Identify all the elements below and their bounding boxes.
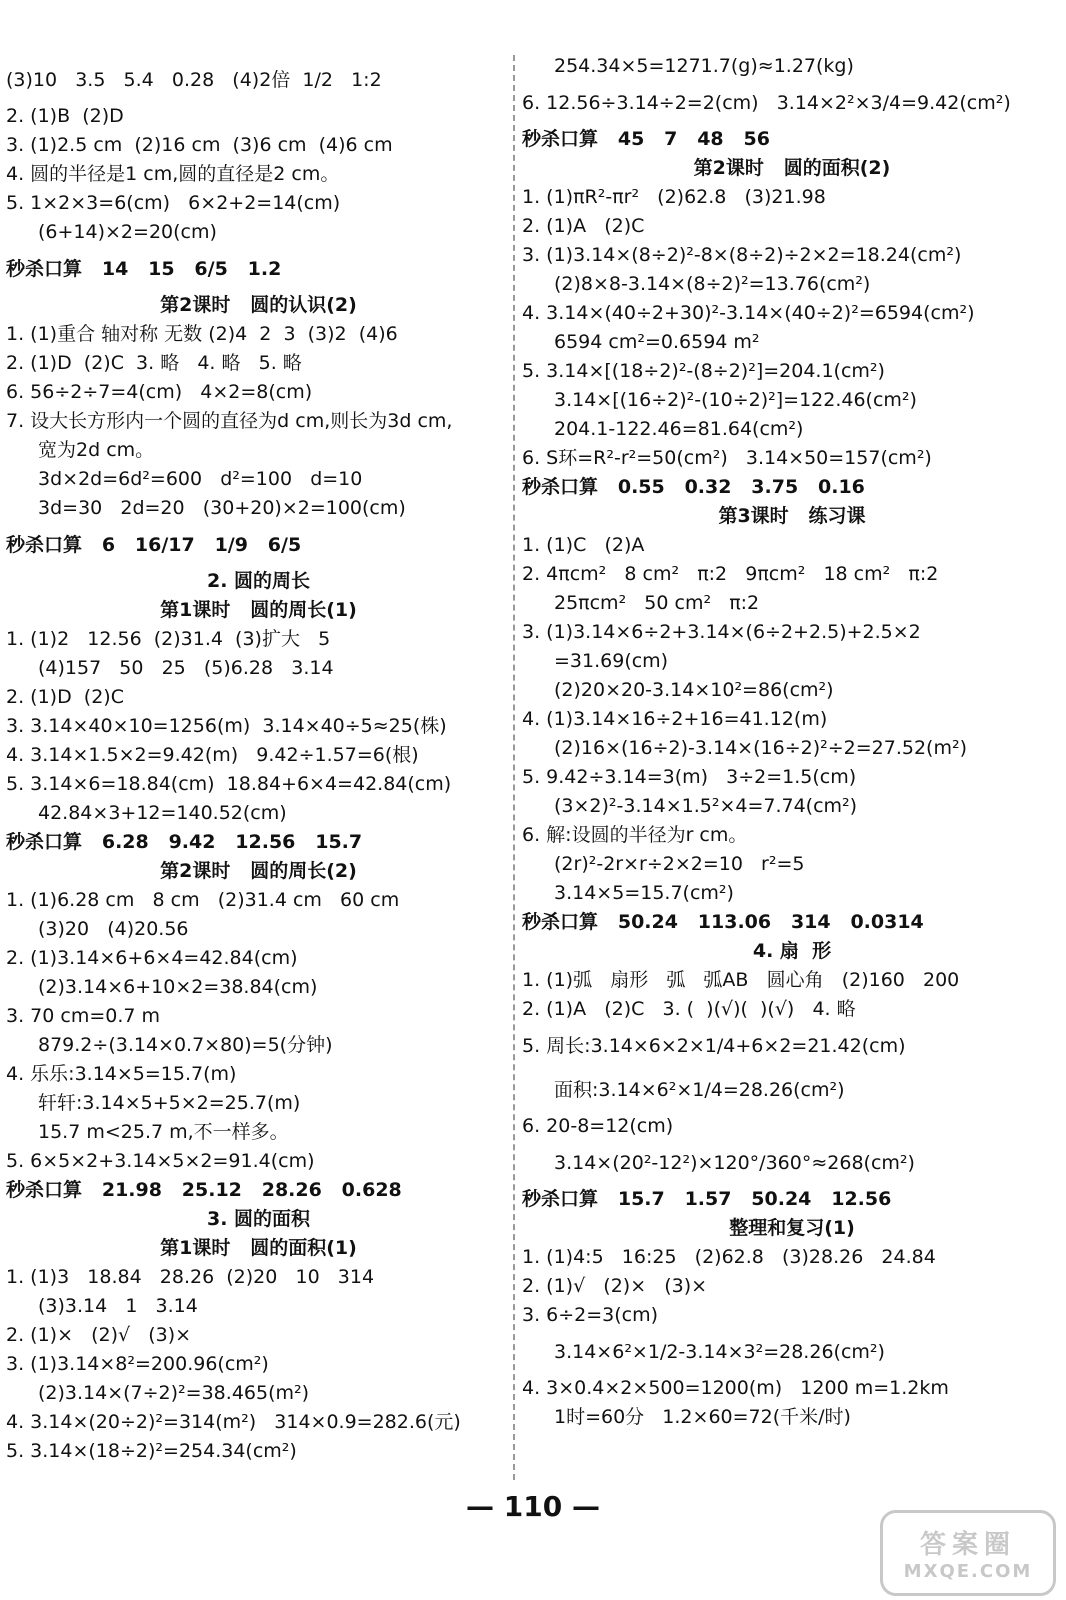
answer-line: 6. 20-8=12(cm) xyxy=(522,1115,674,1137)
answer-line: 2. (1)D (2)C 3. 略 4. 略 5. 略 xyxy=(6,352,302,374)
column-divider xyxy=(513,55,515,1480)
answer-line: 2. (1)A (2)C xyxy=(522,215,645,237)
answer-line: 2. (1)A (2)C 3. ( )(√)( )(√) 4. 略 xyxy=(522,998,856,1020)
answer-line: 3.14×(20²-12²)×120°/360°≈268(cm²) xyxy=(554,1152,915,1174)
answer-line: 5. 6×5×2+3.14×5×2=91.4(cm) xyxy=(6,1150,315,1172)
quick-calc-line: 秒杀口算 45 7 48 56 xyxy=(522,128,770,150)
answer-line: 2. (1)D (2)C xyxy=(6,686,124,708)
answer-line: 5. 3.14×[(18÷2)²-(8÷2)²]=204.1(cm²) xyxy=(522,360,885,382)
answer-line: 4. 3.14×(20÷2)²=314(m²) 314×0.9=282.6(元) xyxy=(6,1411,461,1433)
answer-line: 5. 周长:3.14×6×2×1/4+6×2=21.42(cm) xyxy=(522,1035,906,1057)
answer-line: 4. 3×0.4×2×500=1200(m) 1200 m=1.2km xyxy=(522,1377,949,1399)
answer-line: 5. 3.14×(18÷2)²=254.34(cm²) xyxy=(6,1440,297,1462)
answer-line: =31.69(cm) xyxy=(554,650,669,672)
answer-line: 3. 3.14×40×10=1256(m) 3.14×40÷5≈25(株) xyxy=(6,715,447,737)
answer-line: 6594 cm²=0.6594 m² xyxy=(554,331,760,353)
answer-line: 6. 12.56÷3.14÷2=2(cm) 3.14×2²×3/4=9.42(cm²) xyxy=(522,92,1011,114)
answer-line: 轩轩:3.14×5+5×2=25.7(m) xyxy=(38,1092,301,1114)
answer-line: 3. (1)3.14×(8÷2)²-8×(8÷2)÷2×2=18.24(cm²) xyxy=(522,244,962,266)
quick-calc-line: 秒杀口算 50.24 113.06 314 0.0314 xyxy=(522,911,924,933)
answer-line: 5. 1×2×3=6(cm) 6×2+2=14(cm) xyxy=(6,192,341,214)
section-heading: 第2课时 圆的面积(2) xyxy=(693,157,891,179)
answer-line: 2. (1)√ (2)× (3)× xyxy=(522,1275,708,1297)
answer-line: 4. 乐乐:3.14×5=15.7(m) xyxy=(6,1063,237,1085)
answer-line: 3d=30 2d=20 (30+20)×2=100(cm) xyxy=(38,497,406,519)
answer-line: 3.14×5=15.7(cm²) xyxy=(554,882,734,904)
answer-line: 3. (1)3.14×6÷2+3.14×(6÷2+2.5)+2.5×2 xyxy=(522,621,921,643)
page-number: — 110 — xyxy=(466,1490,600,1523)
answer-line: (2)8×8-3.14×(8÷2)²=13.76(cm²) xyxy=(554,273,871,295)
answer-line: 1. (1)C (2)A xyxy=(522,534,645,556)
watermark-top-text: 答案圈 xyxy=(919,1530,1016,1560)
answer-line: 254.34×5=1271.7(g)≈1.27(kg) xyxy=(554,55,854,77)
answer-line: 1. (1)弧 扇形 弧 弧AB 圆心角 (2)160 200 xyxy=(522,969,960,991)
answer-line: 1. (1)4:5 16:25 (2)62.8 (3)28.26 24.84 xyxy=(522,1246,936,1268)
answer-line: 面积:3.14×6²×1/4=28.26(cm²) xyxy=(554,1079,845,1101)
section-heading: 第1课时 圆的周长(1) xyxy=(160,599,357,621)
watermark-site-text: MXQE.COM xyxy=(903,1561,1033,1582)
answer-line: 3d×2d=6d²=600 d²=100 d=10 xyxy=(38,468,363,490)
answer-line: 4. 圆的半径是1 cm,圆的直径是2 cm。 xyxy=(6,163,340,185)
answer-line: 2. (1)× (2)√ (3)× xyxy=(6,1324,192,1346)
section-heading: 2. 圆的周长 xyxy=(206,570,311,592)
quick-calc-line: 秒杀口算 6.28 9.42 12.56 15.7 xyxy=(6,831,363,853)
answer-line: 6. 56÷2÷7=4(cm) 4×2=8(cm) xyxy=(6,381,313,403)
answer-line: (2)3.14×6+10×2=38.84(cm) xyxy=(38,976,318,998)
answer-line: 204.1-122.46=81.64(cm²) xyxy=(554,418,804,440)
answer-line: 5. 9.42÷3.14=3(m) 3÷2=1.5(cm) xyxy=(522,766,857,788)
section-heading: 第3课时 练习课 xyxy=(718,505,866,527)
answer-line: (2)20×20-3.14×10²=86(cm²) xyxy=(554,679,834,701)
answer-line: 宽为2d cm。 xyxy=(38,439,155,461)
answer-line: 1时=60分 1.2×60=72(千米/时) xyxy=(554,1406,851,1428)
section-heading: 第2课时 圆的周长(2) xyxy=(160,860,357,882)
watermark-logo xyxy=(880,1510,1056,1596)
answer-line: 3. 70 cm=0.7 m xyxy=(6,1005,161,1027)
quick-calc-line: 秒杀口算 15.7 1.57 50.24 12.56 xyxy=(522,1188,892,1210)
section-heading: 4. 扇 形 xyxy=(752,940,832,962)
answer-line: (2r)²-2r×r÷2×2=10 r²=5 xyxy=(554,853,805,875)
answer-line: 2. (1)B (2)D xyxy=(6,105,124,127)
answer-line: 1. (1)πR²-πr² (2)62.8 (3)21.98 xyxy=(522,186,826,208)
answer-line: 42.84×3+12=140.52(cm) xyxy=(38,802,287,824)
section-heading: 第1课时 圆的面积(1) xyxy=(160,1237,357,1259)
section-heading: 整理和复习(1) xyxy=(729,1217,855,1239)
quick-calc-line: 秒杀口算 0.55 0.32 3.75 0.16 xyxy=(522,476,865,498)
answer-line: (4)157 50 25 (5)6.28 3.14 xyxy=(38,657,334,679)
quick-calc-line: 秒杀口算 14 15 6/5 1.2 xyxy=(6,258,282,280)
answer-line: (3)3.14 1 3.14 xyxy=(38,1295,198,1317)
quick-calc-line: 秒杀口算 6 16/17 1/9 6/5 xyxy=(6,534,302,556)
answer-line: (3)10 3.5 5.4 0.28 (4)2倍 1/2 1:2 xyxy=(6,69,382,91)
answer-line: 879.2÷(3.14×0.7×80)=5(分钟) xyxy=(38,1034,333,1056)
answer-line: 2. 4πcm² 8 cm² π:2 9πcm² 18 cm² π:2 xyxy=(522,563,939,585)
answer-line: 4. 3.14×(40÷2+30)²-3.14×(40÷2)²=6594(cm²) xyxy=(522,302,975,324)
answer-line: 1. (1)3 18.84 28.26 (2)20 10 314 xyxy=(6,1266,375,1288)
answer-line: 4. (1)3.14×16÷2+16=41.12(m) xyxy=(522,708,828,730)
answer-line: 3. (1)2.5 cm (2)16 cm (3)6 cm (4)6 cm xyxy=(6,134,393,156)
answer-line: (3×2)²-3.14×1.5²×4=7.74(cm²) xyxy=(554,795,858,817)
answer-line: (6+14)×2=20(cm) xyxy=(38,221,217,243)
answer-line: 4. 3.14×1.5×2=9.42(m) 9.42÷1.57=6(根) xyxy=(6,744,419,766)
answer-line: 1. (1)重合 轴对称 无数 (2)4 2 3 (3)2 (4)6 xyxy=(6,323,398,345)
section-heading: 第2课时 圆的认识(2) xyxy=(160,294,357,316)
answer-line: 6. 解:设圆的半径为r cm。 xyxy=(522,824,748,846)
quick-calc-line: 秒杀口算 21.98 25.12 28.26 0.628 xyxy=(6,1179,402,1201)
answer-line: 2. (1)3.14×6+6×4=42.84(cm) xyxy=(6,947,298,969)
answer-line: 3. (1)3.14×8²=200.96(cm²) xyxy=(6,1353,269,1375)
answer-line: (2)16×(16÷2)-3.14×(16÷2)²÷2=27.52(m²) xyxy=(554,737,967,759)
answer-line: 1. (1)6.28 cm 8 cm (2)31.4 cm 60 cm xyxy=(6,889,400,911)
answer-line: (3)20 (4)20.56 xyxy=(38,918,189,940)
section-heading: 3. 圆的面积 xyxy=(206,1208,311,1230)
answer-line: 5. 3.14×6=18.84(cm) 18.84+6×4=42.84(cm) xyxy=(6,773,452,795)
answer-line: 1. (1)2 12.56 (2)31.4 (3)扩大 5 xyxy=(6,628,331,650)
answer-line: 7. 设大长方形内一个圆的直径为d cm,则长为3d cm, xyxy=(6,410,453,432)
answer-line: 3.14×6²×1/2-3.14×3²=28.26(cm²) xyxy=(554,1341,885,1363)
answer-line: 3.14×[(16÷2)²-(10÷2)²]=122.46(cm²) xyxy=(554,389,917,411)
answer-line: (2)3.14×(7÷2)²=38.465(m²) xyxy=(38,1382,310,1404)
answer-line: 6. S环=R²-r²=50(cm²) 3.14×50=157(cm²) xyxy=(522,447,932,469)
answer-line: 15.7 m<25.7 m,不一样多。 xyxy=(38,1121,289,1143)
answer-line: 3. 6÷2=3(cm) xyxy=(522,1304,659,1326)
answer-line: 25πcm² 50 cm² π:2 xyxy=(554,592,760,614)
